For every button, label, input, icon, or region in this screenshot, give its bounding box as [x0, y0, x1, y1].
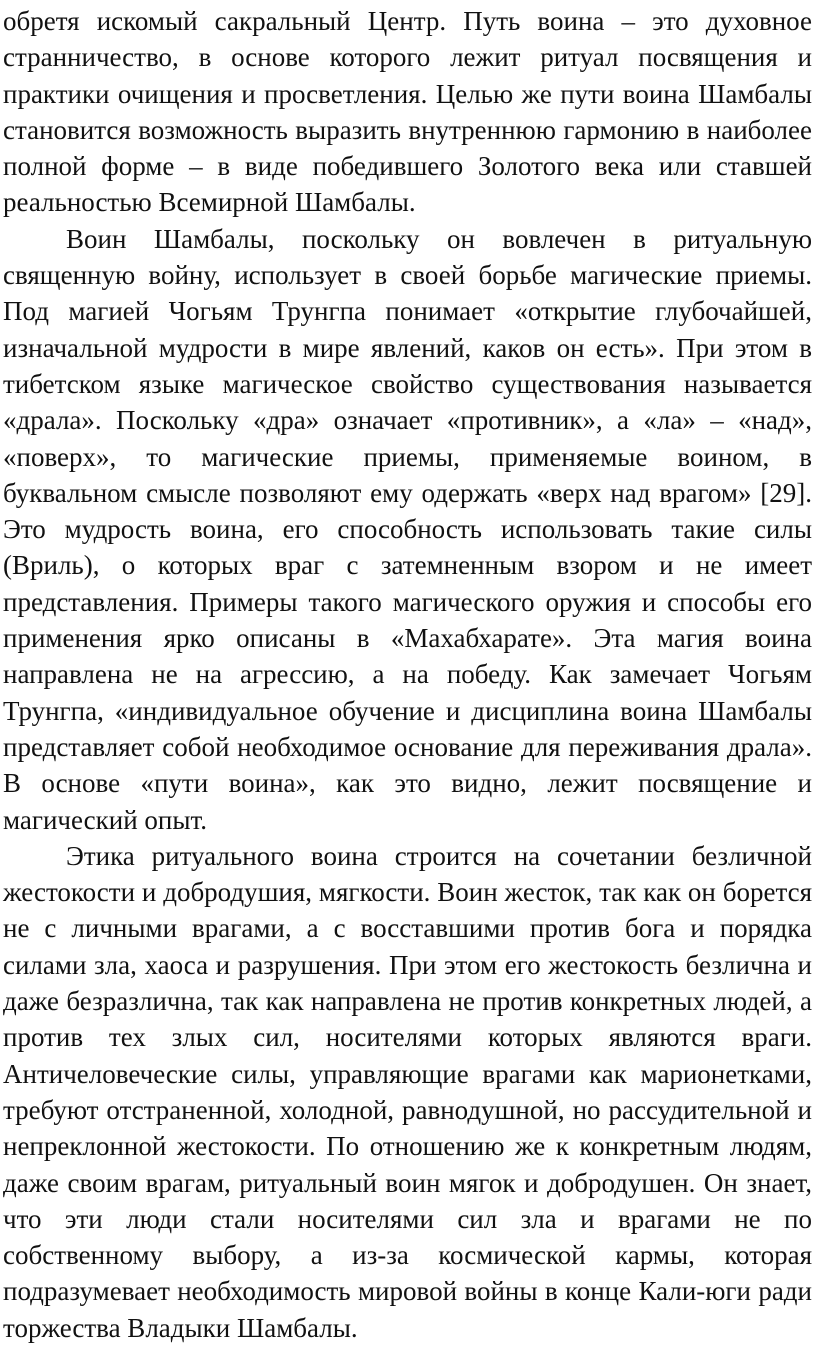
- paragraph-2: Воин Шамбалы, поскольку он вовлечен в ритуальную священную войну, использует в своей борьбе магические приемы. Под магией Чогьям Трунгпа понимает «открытие глубочайшей, изначальной мудрости в мире явлений, каков он есть». При этом в тибетском языке магическое свойство существования называется «драла». Поскольку «дра» означает «противник», а «ла» – «над», «поверх», то магические приемы, применяемые воином, в буквальном смысле позволяют ему одержать «верх над врагом» [29]. Это мудрость воина, его способность использовать такие силы (Вриль), о которых враг с затемненным взором и не имеет представления. Примеры такого магического оружия и способы его применения ярко описаны в «Махабхарате». Эта магия воина направлена не на агрессию, а на победу. Как замечает Чогьям Трунгпа, «индивидуальное обучение и дисциплина воина Шамбалы представляет собой необходимое основание для переживания драла». В основе «пути воина», как это видно, лежит посвящение и магический опыт.: [3, 223, 812, 835]
- paragraph-1: обретя искомый сакральный Центр. Путь воина – это духовное странничество, в основе которого лежит ритуал посвящения и практики очищения и просветления. Целью же пути воина Шамбалы становится возможность выразить внутреннюю гармонию в наиболее полной форме – в виде победившего Золотого века или ставшей реальностью Всемирной Шамбалы.: [3, 6, 812, 218]
- paragraph-3: Этика ритуального воина строится на сочетании безличной жестокости и добродушия, мягкости. Воин жесток, так как он борется не с личными врагами, а с восставшими против бога и порядка силами зла, хаоса и разрушения. При этом его жестокость безлична и даже безразлична, так как направлена не против конкретных людей, а против тех злых сил, носителями которых являются враги. Античеловеческие силы, управляющие врагами как марионетками, требуют отстраненной, холодной, равнодушной, но рассудительной и непреклонной жестокости. По отношению же к конкретным людям, даже своим врагам, ритуальный воин мягок и добродушен. Он знает, что эти люди стали носителями сил зла и врагами не по собственному выбору, а из-за космической кармы, которая подразумевает необходимость мировой войны в конце Кали-юги ради торжества Владыки Шамбалы.: [3, 840, 812, 1343]
